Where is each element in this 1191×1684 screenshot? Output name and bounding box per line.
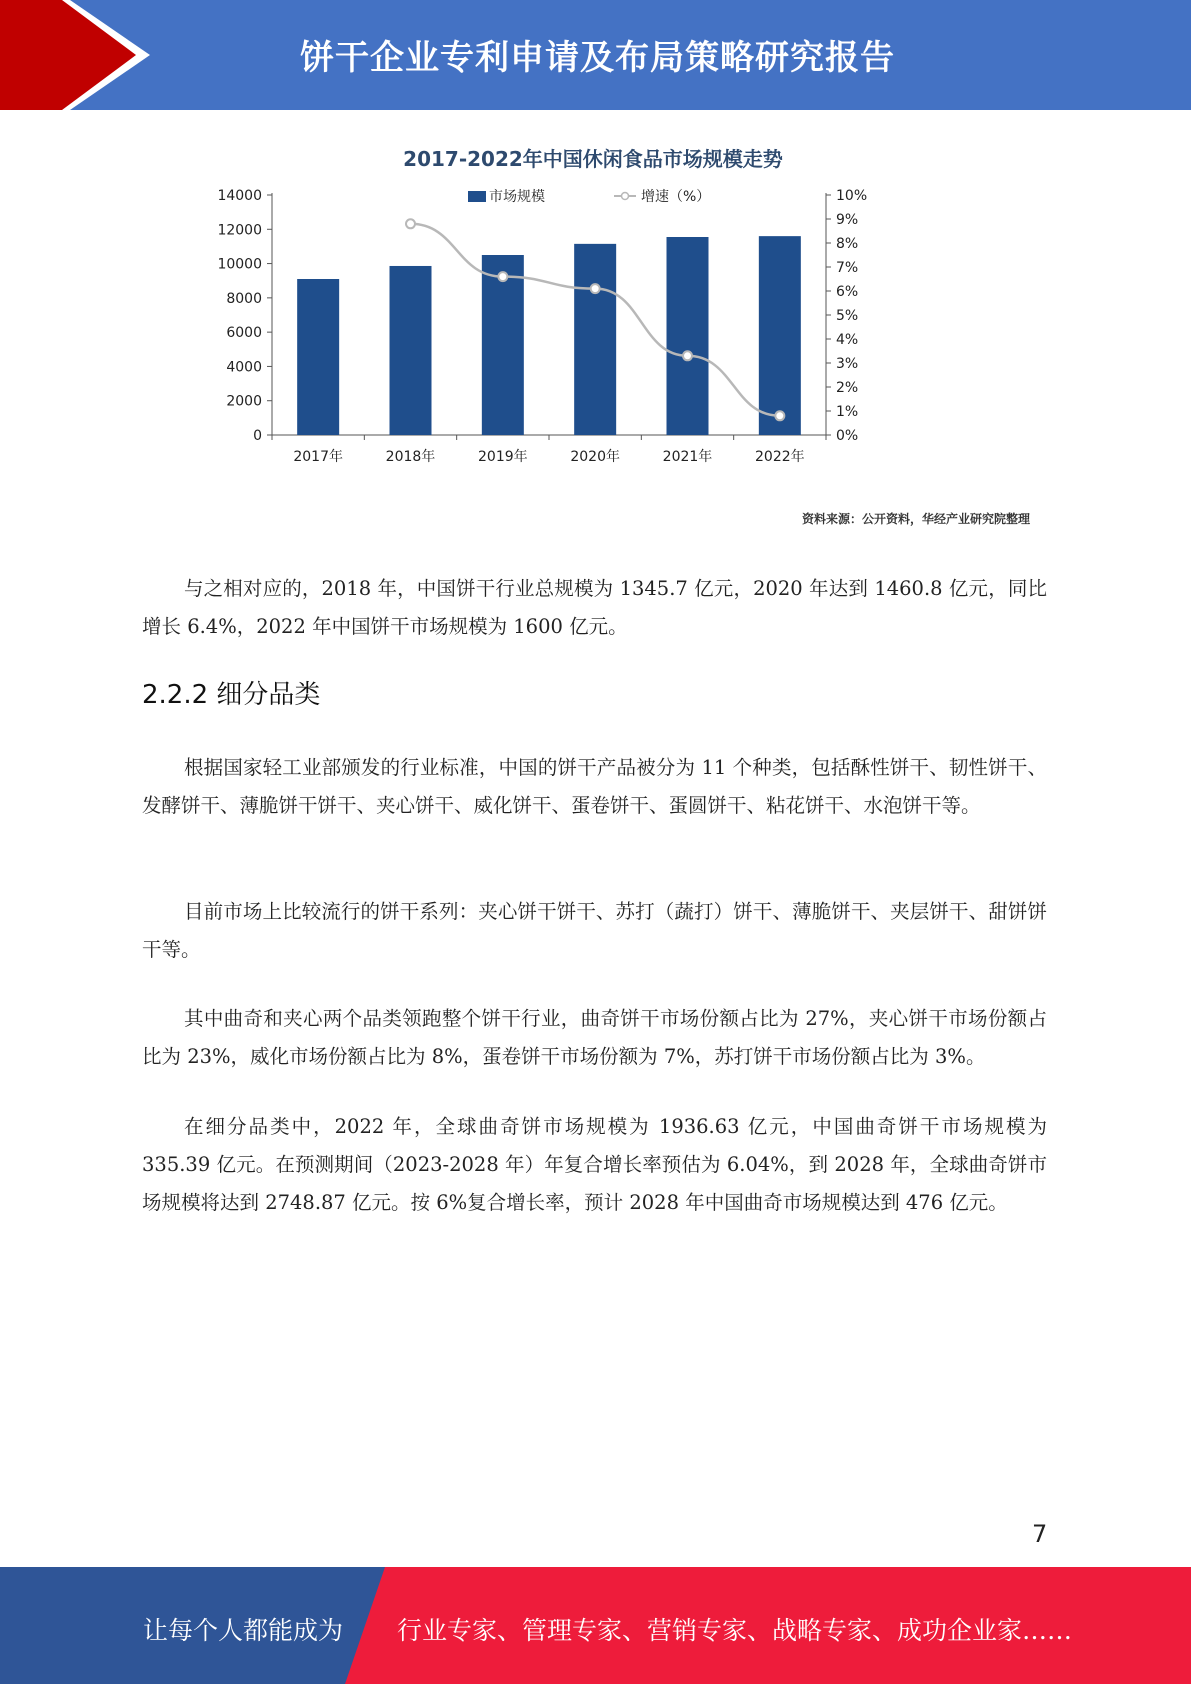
x-tick-label: 2017年	[293, 449, 343, 465]
growth-point	[406, 219, 415, 228]
legend-line-label: 增速（%）	[641, 189, 711, 205]
x-tick-label: 2019年	[478, 449, 528, 465]
bar-2022年	[759, 236, 801, 435]
y2-tick-label: 7%	[836, 260, 859, 276]
page-header	[0, 0, 1191, 110]
footer-slogan-right: 行业专家、管理专家、营销专家、战略专家、成功企业家……	[397, 1616, 1073, 1645]
footer-slogan-left: 让每个人都能成为	[143, 1616, 344, 1645]
y-tick-label: 12000	[217, 222, 262, 239]
y-tick-label: 2000	[226, 393, 262, 410]
page-footer	[0, 1567, 1191, 1684]
chart-svg	[138, 138, 1048, 533]
bar-2021年	[667, 237, 709, 435]
y-tick-label: 14000	[217, 188, 262, 204]
y-tick-label: 10000	[217, 256, 262, 273]
y2-tick-label: 1%	[836, 404, 859, 420]
y2-tick-label: 0%	[836, 428, 859, 444]
x-tick-label: 2021年	[662, 449, 713, 465]
bar-2017年	[297, 279, 339, 435]
legend-bar-label: 市场规模	[489, 189, 545, 205]
chart-x-labels	[293, 448, 804, 465]
legend-line-marker	[622, 193, 629, 200]
header-title: 饼干企业专利申请及布局策略研究报告	[300, 38, 895, 78]
x-tick-label: 2018年	[385, 449, 436, 465]
y2-tick-label: 3%	[836, 356, 859, 372]
y2-tick-label: 5%	[836, 308, 859, 324]
y2-tick-label: 10%	[836, 188, 868, 204]
y2-tick-label: 9%	[836, 212, 859, 228]
y2-tick-label: 8%	[836, 236, 859, 252]
market-size-chart	[138, 138, 1048, 533]
y-tick-label: 8000	[226, 290, 262, 307]
header-arrow-shape	[0, 0, 160, 110]
chart-title: 2017-2022年中国休闲食品市场规模走势	[403, 147, 783, 171]
y-tick-label: 6000	[226, 325, 262, 342]
x-tick-label: 2022年	[755, 449, 805, 465]
growth-point	[591, 284, 600, 293]
paragraph-popular-series: 目前市场上比较流行的饼干系列：夹心饼干饼干、苏打（蔬打）饼干、薄脆饼干、夹层饼干、甜饼饼干等。	[142, 900, 1047, 961]
chart-bars	[297, 236, 801, 435]
chart-source: 资料来源：公开资料，华经产业研究院整理	[801, 512, 1030, 526]
bar-2020年	[574, 244, 616, 435]
y-tick-label: 4000	[226, 359, 262, 376]
y2-tick-label: 6%	[836, 284, 859, 300]
paragraph-market-share: 其中曲奇和夹心两个品类领跑整个饼干行业，曲奇饼干市场份额占比为 27%，夹心饼干市场份额占比为 23%，威化市场份额占比为 8%，蛋卷饼干市场份额为 7%，苏打饼干市场份额占比为 3%。	[142, 1007, 1047, 1068]
page-number: 7	[1032, 1520, 1048, 1548]
section-heading: 2.2.2 细分品类	[142, 680, 321, 710]
growth-point	[498, 272, 507, 281]
growth-point	[775, 411, 784, 420]
bar-2018年	[390, 266, 432, 435]
legend-bar-swatch	[468, 191, 486, 202]
x-tick-label: 2020年	[570, 449, 620, 465]
paragraph-cookie-market: 在细分品类中，2022 年，全球曲奇饼市场规模为 1936.63 亿元，中国曲奇饼干市场规模为 335.39 亿元。在预测期间（2023-2028 年）年复合增长率预估为 6.04%，到 2028 年，全球曲奇饼市场规模将达到 2748.87 亿元。按 6%复合增长率，预计 2028 年中国曲奇市场规模达到 476 亿元。	[142, 1115, 1048, 1214]
chart-legend	[468, 188, 710, 205]
paragraph-categories: 根据国家轻工业部颁发的行业标准，中国的饼干产品被分为 11 个种类，包括酥性饼干、韧性饼干、发酵饼干、薄脆饼干饼干、夹心饼干、威化饼干、蛋卷饼干、蛋圆饼干、粘花饼干、水泡饼干等。	[142, 756, 1047, 817]
paragraph-market-scale: 与之相对应的，2018 年，中国饼干行业总规模为 1345.7 亿元，2020 年达到 1460.8 亿元，同比增长 6.4%，2022 年中国饼干市场规模为 1600 亿元。	[142, 577, 1047, 638]
y2-tick-label: 2%	[836, 380, 859, 396]
y2-tick-label: 4%	[836, 332, 859, 348]
growth-point	[683, 351, 692, 360]
y-tick-label: 0	[253, 428, 262, 444]
